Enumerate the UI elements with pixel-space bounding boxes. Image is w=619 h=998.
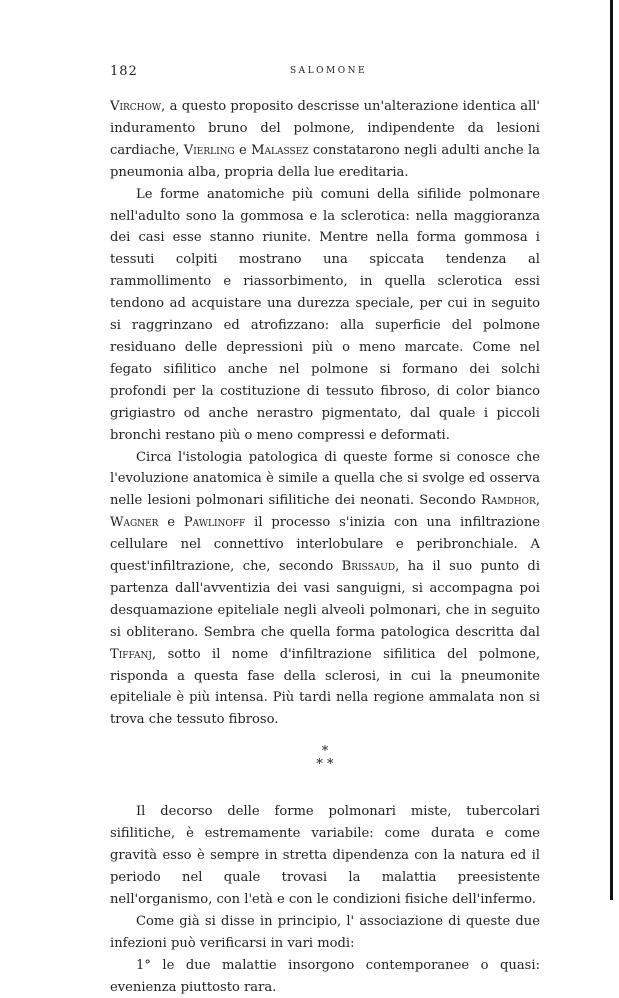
author-name: Pawlinoff [183,515,246,531]
author-name: Brissaud [341,559,396,575]
paragraph-2: Le forme anatomiche più comuni della sifilide polmonare nell'adulto sono la gommosa e la sclerotica: nella maggioranza dei casi esse stanno riunite. Mentre nella forma gommosa i tessuti colpiti mostrano una spiccata tendenza al rammollimento e riassorbimento, in quella sclerotica essi tendono ad acquistare una durezza speciale, per cui in seguito si raggrinzano ed atrofizzano: alla superficie del polmone residuano delle depressioni più o meno marcate. Come nel fegato sifilitico anche nel polmone si formano dei solchi profondi per la costituzione di tessuto fibroso, di color bianco grigiastro od anche nerastro pigmentato, dal quale i piccoli bronchi restano più o meno compressi e deformati. [110,186,540,443]
author-name: Virchow [110,99,162,114]
body-text [110,96,540,998]
text-run: constatarono negli adulti anche la pneumonia alba, propria della lue ereditaria. [110,142,540,180]
author-name: Malassez [251,142,309,158]
text-run: , a questo proposito descrisse un'alterazione identica all' induramento bruno del polmone, indipendente da lesioni cardiache, [110,99,540,158]
running-head: SALOMONE [290,66,368,76]
text-run: Circa l'istologia patologica di queste forme si conosce che l'evoluzione anatomica è simile a quella che si svolge ed osserva nelle lesioni polmonari sifilitiche dei neonati. Secondo [110,449,540,509]
paragraph-3 [110,447,540,732]
asterism-bottom: * * [316,757,334,773]
page-number: 182 [110,64,138,79]
asterism-separator [110,745,540,779]
paragraph-5: Come già si disse in principio, l' associazione di queste due infezioni può verificarsi in vari modi: [110,913,540,951]
paragraph-4: Il decorso delle forme polmonari miste, tubercolari sifilitiche, è estremamente variabile: come durata e come gravità esso è sempre in stretta dipendenza con la natura ed il periodo nel quale trovasi la malattia preesistente nell'organismo, con l'età e con le condizioni fisiche dell'infermo. [110,804,540,907]
asterism-top: * [321,744,329,760]
author-name: Vierling [183,142,235,158]
author-name: Tiffanj [110,646,152,662]
text-run: e [234,142,252,158]
text-run: e [158,515,184,531]
paragraph-1 [110,96,540,184]
text-run: , [535,493,540,509]
author-name: Ramdhor [481,493,536,509]
paragraph-6: 1° le due malattie insorgono contemporanee o quasi: evenienza piuttosto rara. [110,957,540,995]
page-edge-border [610,0,613,900]
text-run: , ha il suo punto di partenza dall'avventizia dei vasi sanguigni, si accompagna poi desquamazione epiteliale negli alveoli polmonari, che in seguito si obliterano. Sembra che quella forma patologica descritta dal [110,559,541,640]
page-header [110,64,540,82]
text-run: , sotto il nome d'infiltrazione sifilitica del polmone, risponda a questa fase della sclerosi, in cui la pneumonite epiteliale è più intensa. Più tardi nella regione ammalata non si trova che tessuto fibroso. [110,646,540,728]
author-name: Wagner [110,515,159,531]
text-run: il processo s'inizia con una infiltrazione cellulare nel connettivo interlobulare e peribronchiale. A quest'infiltrazione, che, secondo [110,515,541,575]
